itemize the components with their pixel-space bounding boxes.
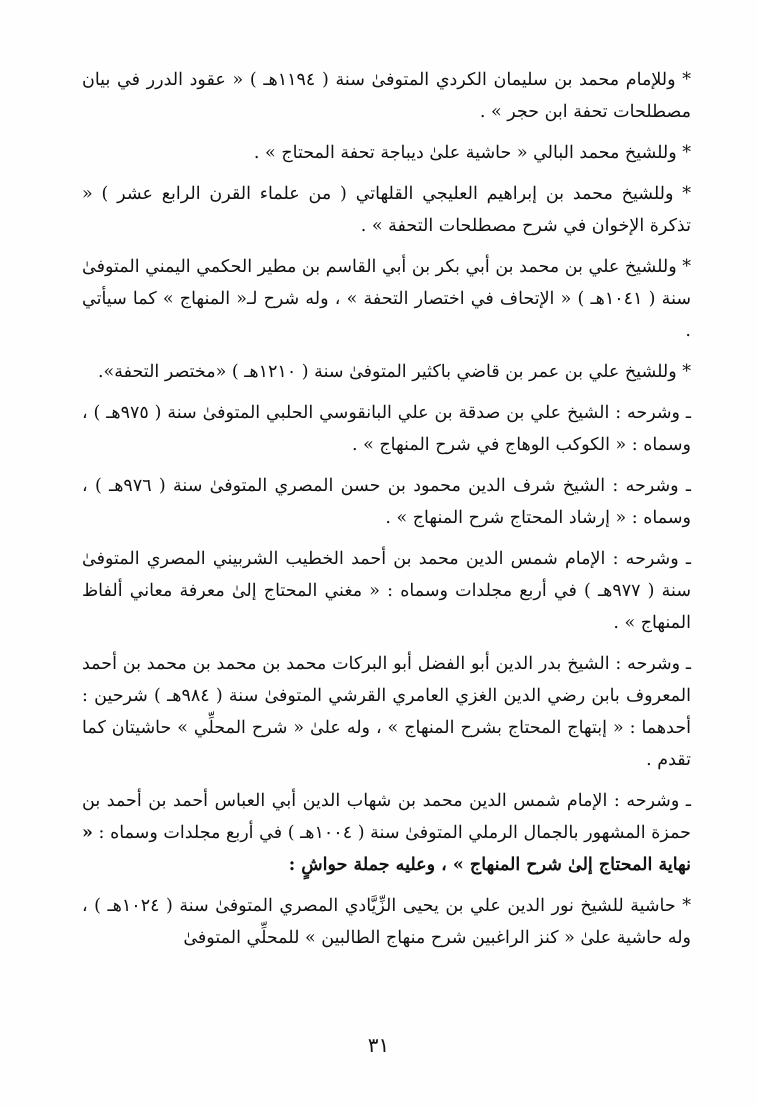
- page-body: [82, 64, 691, 963]
- paragraph-text: ـ وشرحه : الشيخ شرف الدين محمود بن حسن المصري المتوفىٰ سنة ( ٩٧٦هـ ) ، وسماه : « إرشاد المحتاج شرح المنهاج » .: [82, 476, 691, 528]
- paragraph-hakami: [82, 251, 691, 347]
- paragraph-ghazzi: [82, 648, 691, 776]
- paragraph-bakathir: [82, 356, 691, 388]
- page-number: ٣١: [367, 1033, 390, 1057]
- paragraph-text: * وللشيخ علي بن محمد بن أبي بكر بن أبي القاسم بن مطير الحكمي اليمني المتوفىٰ سنة ( ١٠٤١هـ ) « الإتحاف في اختصار التحفة » ، وله شرح لـ« المنهاج » كما سيأتي .: [82, 257, 692, 341]
- paragraph-text: * وللإمام محمد بن سليمان الكردي المتوفىٰ سنة ( ١١٩٤هـ ) « عقود الدرر في بيان مصطلحات تحفة ابن حجر » .: [82, 70, 691, 122]
- paragraph-text: ـ وشرحه : الإمام شمس الدين محمد بن شهاب الدين أبي العباس أحمد بن أحمد بن حمزة المشهور بالجمال الرملي المتوفىٰ سنة ( ١٠٠٤هـ ) في أربع مجلدات وسماه :: [82, 791, 691, 843]
- paragraph-text: ـ وشرحه : الإمام شمس الدين محمد بن أحمد الخطيب الشربيني المصري المتوفىٰ سنة ( ٩٧٧هـ ) في أربع مجلدات وسماه : « مغني المحتاج إلىٰ معرفة معاني ألفاظ المنهاج » .: [82, 549, 691, 633]
- paragraph-ziyadi: [82, 890, 691, 954]
- paragraph-ramli: [82, 785, 691, 881]
- paragraph-text: * وللشيخ محمد البالي « حاشية علىٰ ديباجة تحفة المحتاج » .: [253, 143, 691, 163]
- paragraph-text: * وللشيخ علي بن عمر بن قاضي باكثير المتوفىٰ سنة ( ١٢١٠هـ ) «مختصر التحفة».: [97, 362, 691, 382]
- paragraph-bali: [82, 137, 691, 169]
- paragraph-text: ـ وشرحه : الشيخ بدر الدين أبو الفضل أبو البركات محمد بن محمد بن محمد بن أحمد المعروف بابن رضي الدين الغزي العامري القرشي المتوفىٰ سنة ( ٩٨٤هـ ) شرحين : أحدهما : « إبتهاج المحتاج بشرح المنهاج » ، وله علىٰ « شرح المحلِّي » حاشيتان كما تقدم .: [82, 654, 691, 770]
- paragraph-text: * حاشية للشيخ نور الدين علي بن يحيى الزِّيَّادي المصري المتوفىٰ سنة ( ١٠٢٤هـ ) ، وله حاشية علىٰ « كنز الراغبين شرح منهاج الطالبين » للمحلِّي المتوفىٰ: [82, 896, 691, 948]
- paragraph-kurdi: [82, 64, 691, 128]
- paragraph-shirbini: [82, 543, 691, 639]
- paragraph-bold-title: « نهاية المحتاج إلىٰ شرح المنهاج » ، وعليه جملة حواشٍ :: [82, 823, 691, 875]
- paragraph-text: ـ وشرحه : الشيخ علي بن صدقة بن علي البانقوسي الحلبي المتوفىٰ سنة ( ٩٧٥هـ ) ، وسماه : « الكوكب الوهاج في شرح المنهاج » .: [82, 403, 691, 455]
- paragraph-qalhati: [82, 178, 691, 242]
- paragraph-text: * وللشيخ محمد بن إبراهيم العليجي القلهاتي ( من علماء القرن الرابع عشر ) « تذكرة الإخوان في شرح مصطلحات التحفة » .: [82, 184, 691, 236]
- paragraph-banqusi: [82, 397, 691, 461]
- paragraph-sharaf-al-din: [82, 470, 691, 534]
